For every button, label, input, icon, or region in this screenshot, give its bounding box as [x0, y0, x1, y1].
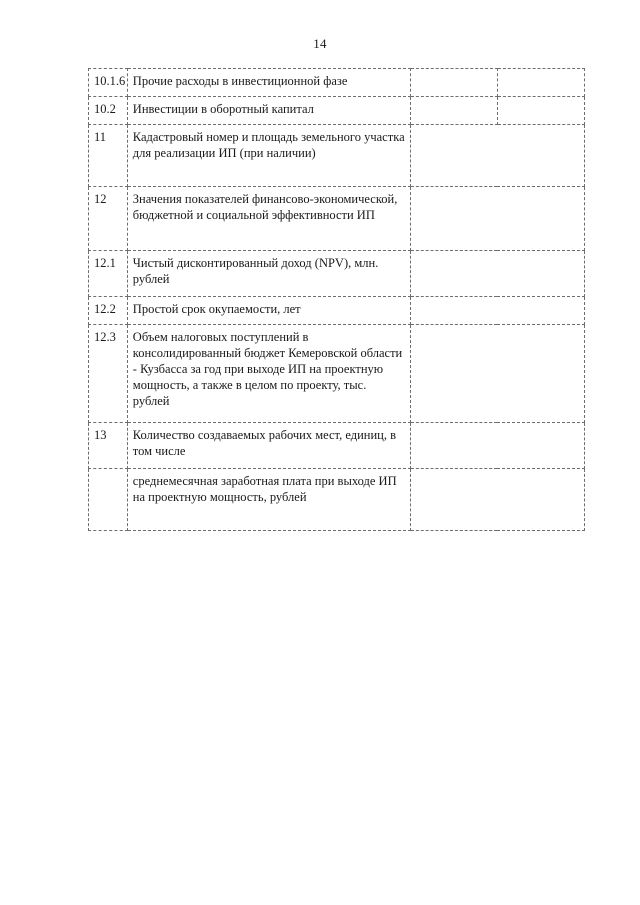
- value-cell-b[interactable]: [497, 69, 584, 97]
- row-number-cell: 11: [89, 125, 128, 187]
- value-cell[interactable]: [410, 187, 584, 251]
- value-cell[interactable]: [410, 325, 584, 423]
- row-description-cell: среднемесячная заработная плата при выходе ИП на проектную мощность, рублей: [127, 469, 410, 531]
- value-cell-a[interactable]: [410, 69, 497, 97]
- table-row: [89, 423, 585, 469]
- document-table: [88, 68, 585, 531]
- row-number-cell: 12.3: [89, 325, 128, 423]
- row-number-cell: 10.1.6: [89, 69, 128, 97]
- value-cell[interactable]: [410, 251, 584, 297]
- row-description-cell: Кадастровый номер и площадь земельного участка для реализации ИП (при наличии): [127, 125, 410, 187]
- value-cell[interactable]: [410, 125, 584, 187]
- row-description-cell: Прочие расходы в инвестиционной фазе: [127, 69, 410, 97]
- row-number-cell: 12: [89, 187, 128, 251]
- row-description-cell: Количество создаваемых рабочих мест, единиц, в том числе: [127, 423, 410, 469]
- table-row: [89, 469, 585, 531]
- row-number-cell: [89, 469, 128, 531]
- value-cell[interactable]: [410, 297, 584, 325]
- value-cell[interactable]: [410, 469, 584, 531]
- table-row: [89, 97, 585, 125]
- value-cell-b[interactable]: [497, 97, 584, 125]
- value-cell[interactable]: [410, 423, 584, 469]
- table-row: [89, 325, 585, 423]
- table-row: [89, 125, 585, 187]
- page-number: 14: [313, 36, 327, 51]
- row-description-cell: Инвестиции в оборотный капитал: [127, 97, 410, 125]
- table-row: [89, 69, 585, 97]
- table-row: [89, 251, 585, 297]
- table-body: [89, 69, 585, 531]
- row-number-cell: 13: [89, 423, 128, 469]
- row-number-cell: 12.2: [89, 297, 128, 325]
- row-number-cell: 12.1: [89, 251, 128, 297]
- row-number-cell: 10.2: [89, 97, 128, 125]
- value-cell-a[interactable]: [410, 97, 497, 125]
- row-description-cell: Значения показателей финансово-экономической, бюджетной и социальной эффективности ИП: [127, 187, 410, 251]
- row-description-cell: Чистый дисконтированный доход (NPV), млн. рублей: [127, 251, 410, 297]
- table-row: [89, 187, 585, 251]
- row-description-cell: Объем налоговых поступлений в консолидированный бюджет Кемеровской области - Кузбасса за год при выходе ИП на проектную мощность, а также в целом по проекту, тыс. рублей: [127, 325, 410, 423]
- table-row: [89, 297, 585, 325]
- row-description-cell: Простой срок окупаемости, лет: [127, 297, 410, 325]
